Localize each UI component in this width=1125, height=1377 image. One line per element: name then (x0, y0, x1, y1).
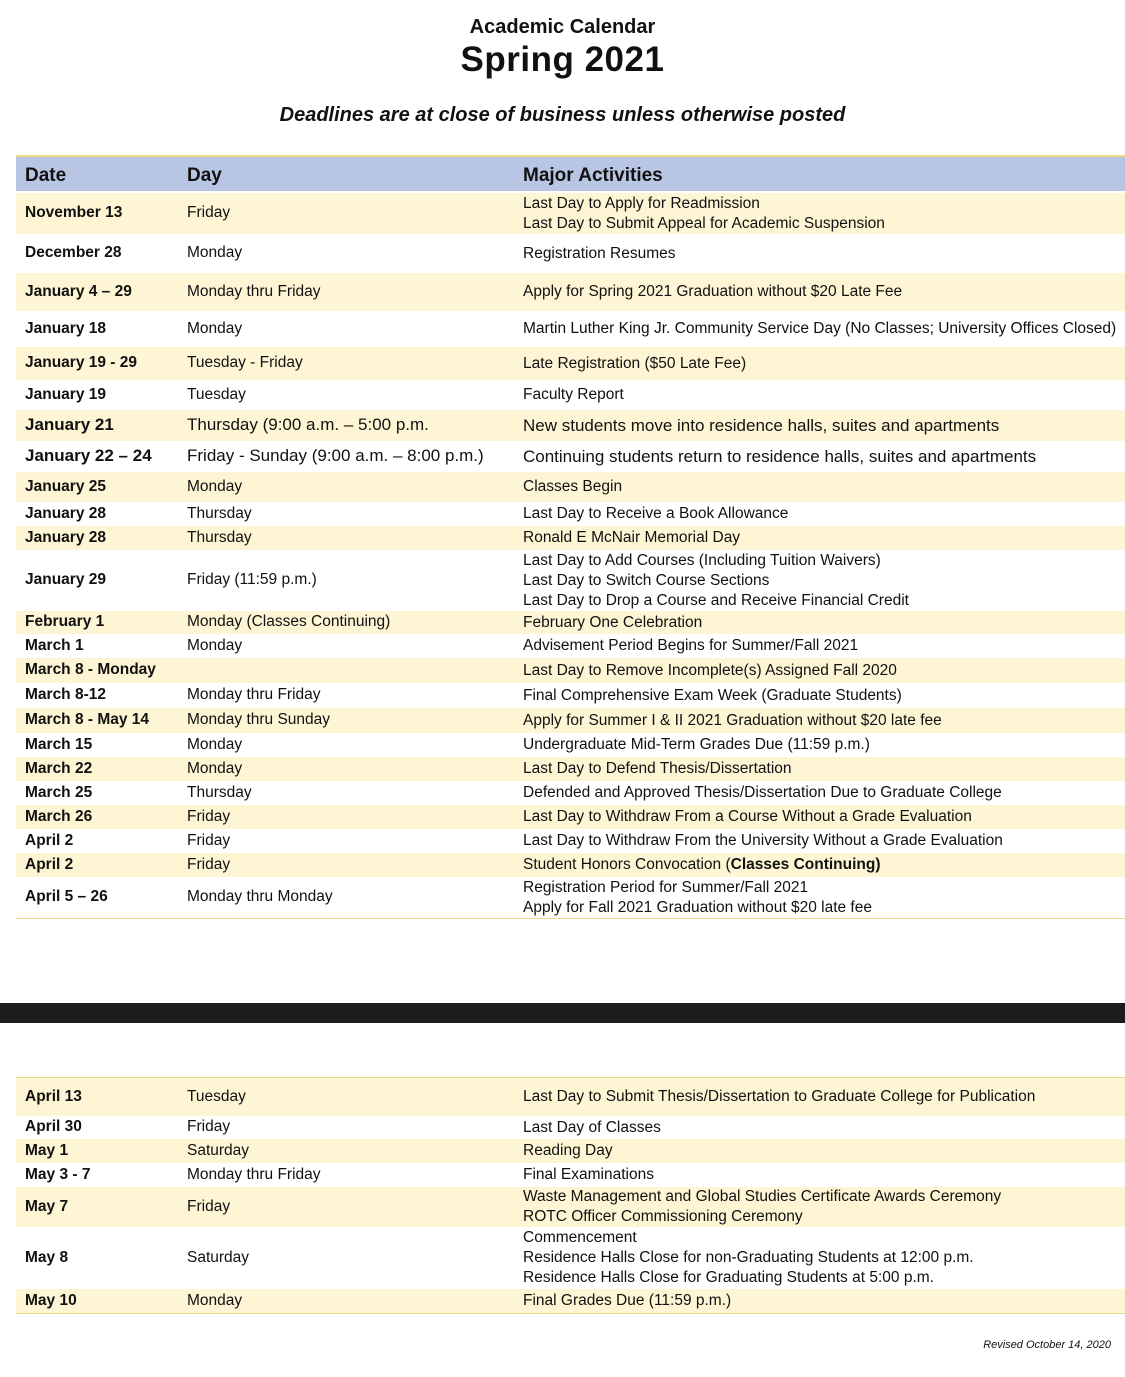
row-date: March 15 (25, 736, 93, 753)
activity-line: February One Celebration (523, 614, 703, 631)
table-row (16, 853, 1125, 877)
table-row (16, 1227, 1125, 1289)
row-activities (523, 551, 909, 611)
table-row (16, 877, 1125, 918)
row-activities (523, 447, 1036, 467)
row-day: Friday (11:59 p.m.) (187, 571, 317, 588)
table-row (16, 1078, 1125, 1116)
activity-line: Advisement Period Begins for Summer/Fall 2021 (523, 637, 859, 654)
row-activities (523, 855, 881, 875)
row-date: May 8 (25, 1249, 69, 1266)
row-day: Thursday (9:00 a.m. – 5:00 p.m. (187, 415, 429, 434)
activity-line: Waste Management and Global Studies Certificate Awards Ceremony (523, 1188, 1002, 1205)
table-row (16, 829, 1125, 853)
row-activities (523, 194, 885, 234)
row-date: January 25 (25, 478, 106, 495)
row-activities (523, 636, 858, 656)
term-title: Spring 2021 (460, 40, 665, 79)
row-date: March 8-12 (25, 686, 106, 703)
row-date: March 25 (25, 784, 93, 801)
table-row (16, 550, 1125, 611)
activity-line: Residence Halls Close for Graduating Students at 5:00 p.m. (523, 1269, 934, 1286)
row-date: January 19 (25, 386, 106, 403)
table-row (16, 234, 1125, 273)
activity-line: Last Day to Withdraw From a Course Without a Grade Evaluation (523, 808, 972, 825)
activity-line: Registration Resumes (523, 245, 676, 262)
row-day: Monday (187, 760, 243, 777)
activity-line: Commencement (523, 1229, 637, 1246)
row-date: November 13 (25, 204, 123, 221)
row-activities (523, 504, 788, 524)
activity-emphasis: Classes Continuing) (730, 856, 881, 873)
table-bottom-rule (16, 1313, 1125, 1314)
row-activities (523, 783, 1002, 803)
row-date: May 7 (25, 1198, 69, 1215)
row-activities (523, 1087, 1035, 1107)
row-day: Friday (187, 808, 231, 825)
row-day: Monday (187, 320, 243, 337)
row-date: January 4 – 29 (25, 283, 132, 300)
table-row (16, 1116, 1125, 1139)
activity-line: Final Examinations (523, 1166, 654, 1183)
table-bottom-rule (16, 918, 1125, 919)
activity-line: Continuing students return to residence halls, suites and apartments (523, 447, 1037, 466)
row-day: Tuesday (187, 1088, 246, 1105)
row-day: Tuesday - Friday (187, 354, 303, 371)
activity-line: Apply for Summer I & II 2021 Graduation without $20 late fee (523, 712, 942, 729)
row-date: March 1 (25, 637, 84, 654)
activity-line: Last Day to Add Courses (Including Tuition Waivers) (523, 552, 881, 569)
row-date: May 3 - 7 (25, 1166, 91, 1183)
calendar-title: Academic Calendar (469, 16, 656, 38)
column-header-activities: Major Activities (523, 165, 663, 186)
row-activities (523, 831, 1003, 851)
activity-line: Ronald E McNair Memorial Day (523, 529, 741, 546)
row-date: January 21 (25, 415, 114, 434)
row-activities (523, 686, 902, 706)
activity-line: Martin Luther King Jr. Community Service Day (No Classes; University Offices Closed) (523, 320, 1117, 337)
row-day: Friday - Sunday (9:00 a.m. – 8:00 p.m.) (187, 446, 484, 465)
table-row (16, 1163, 1125, 1187)
row-day: Monday (187, 478, 243, 495)
activity-line: Last Day of Classes (523, 1119, 661, 1136)
row-activities (523, 1291, 731, 1311)
row-activities (523, 711, 942, 731)
activity-line: Last Day to Receive a Book Allowance (523, 505, 789, 522)
row-date: March 8 - May 14 (25, 711, 150, 728)
activity-line: Last Day to Submit Appeal for Academic Suspension (523, 215, 885, 232)
row-day: Friday (187, 1198, 231, 1215)
table-row (16, 805, 1125, 829)
row-date: January 22 – 24 (25, 446, 152, 465)
table-row (16, 1187, 1125, 1227)
activity-line: Final Comprehensive Exam Week (Graduate Students) (523, 687, 902, 704)
row-day: Thursday (187, 529, 252, 546)
row-activities (523, 1165, 654, 1185)
row-day: Monday (187, 1292, 243, 1309)
table-row (16, 683, 1125, 708)
activity-line: Registration Period for Summer/Fall 2021 (523, 879, 809, 896)
activity-text: Student Honors Convocation ( (523, 856, 731, 873)
activity-line: ROTC Officer Commissioning Ceremony (523, 1208, 803, 1225)
table-row (16, 708, 1125, 733)
row-day: Monday thru Monday (187, 888, 333, 905)
table-row (16, 526, 1125, 550)
column-header-date: Date (25, 165, 67, 186)
row-day: Monday thru Friday (187, 283, 321, 300)
activity-line: Residence Halls Close for non-Graduating Students at 12:00 p.m. (523, 1249, 974, 1266)
table-row (16, 380, 1125, 410)
row-date: February 1 (25, 613, 105, 630)
activity-line: Undergraduate Mid-Term Grades Due (11:59 p.m.) (523, 736, 870, 753)
row-activities (523, 385, 624, 405)
row-activities (523, 735, 870, 755)
row-day: Friday (187, 856, 231, 873)
table-row (16, 347, 1125, 380)
activity-line: Last Day to Apply for Readmission (523, 195, 760, 212)
revised-date: Revised October 14, 2020 (983, 1339, 1111, 1351)
activity-line: Last Day to Switch Course Sections (523, 572, 770, 589)
table-top-rule (16, 1077, 1125, 1078)
table-row (16, 441, 1125, 472)
row-day: Monday (187, 637, 243, 654)
row-date: March 8 - Monday (25, 661, 156, 678)
row-date: May 10 (25, 1292, 77, 1309)
table-header (16, 155, 1125, 191)
table-row (16, 1289, 1125, 1313)
column-header-day: Day (187, 165, 222, 186)
activity-line: Final Grades Due (11:59 p.m.) (523, 1292, 732, 1309)
activity-line: Defended and Approved Thesis/Dissertation Due to Graduate College (523, 784, 1002, 801)
row-activities (523, 1228, 974, 1288)
activity-line: Apply for Fall 2021 Graduation without $20 late fee (523, 899, 872, 916)
row-day: Friday (187, 1118, 231, 1135)
row-date: April 5 – 26 (25, 888, 108, 905)
row-day: Monday thru Friday (187, 1166, 321, 1183)
table-row (16, 611, 1125, 634)
activity-line: Last Day to Remove Incomplete(s) Assigned Fall 2020 (523, 662, 897, 679)
table-row (16, 273, 1125, 311)
row-day: Monday (187, 736, 243, 753)
activity-line: Faculty Report (523, 386, 624, 403)
row-day: Thursday (187, 505, 252, 522)
row-date: April 13 (25, 1088, 82, 1105)
row-day: Monday thru Friday (187, 686, 321, 703)
page-break-divider (0, 1003, 1125, 1023)
row-date: January 18 (25, 320, 106, 337)
activity-line (523, 855, 881, 875)
table-row (16, 410, 1125, 441)
row-activities (523, 1141, 613, 1161)
row-date: April 2 (25, 832, 74, 849)
row-date: January 28 (25, 529, 106, 546)
row-activities (523, 477, 622, 497)
row-activities (523, 1187, 1001, 1227)
row-date: January 29 (25, 571, 106, 588)
row-activities (523, 807, 972, 827)
row-activities (523, 416, 999, 436)
activity-line: Last Day to Defend Thesis/Dissertation (523, 760, 792, 777)
row-day: Saturday (187, 1249, 250, 1266)
row-activities (523, 282, 902, 302)
row-activities (523, 759, 792, 779)
row-date: March 26 (25, 808, 93, 825)
activity-line: Reading Day (523, 1142, 613, 1159)
row-date: April 2 (25, 856, 74, 873)
row-day: Monday thru Sunday (187, 711, 331, 728)
row-activities (523, 354, 746, 374)
activity-line: Last Day to Withdraw From the University Without a Grade Evaluation (523, 832, 1003, 849)
table-row (16, 733, 1125, 757)
row-activities (523, 1118, 661, 1138)
row-date: May 1 (25, 1142, 69, 1159)
activity-line: Late Registration ($50 Late Fee) (523, 355, 747, 372)
row-day: Saturday (187, 1142, 250, 1159)
row-activities (523, 528, 740, 548)
row-activities (523, 878, 872, 918)
row-activities (523, 244, 675, 264)
table-row (16, 193, 1125, 234)
table-row (16, 634, 1125, 658)
row-activities (523, 319, 1116, 339)
activity-line: Classes Begin (523, 478, 623, 495)
row-day: Friday (187, 204, 231, 221)
table-row (16, 757, 1125, 781)
row-date: March 22 (25, 760, 93, 777)
table-row (16, 472, 1125, 502)
row-activities (523, 661, 897, 681)
row-date: January 28 (25, 505, 106, 522)
table-row (16, 502, 1125, 526)
table-row (16, 1139, 1125, 1163)
row-day: Monday (Classes Continuing) (187, 613, 391, 630)
row-day: Friday (187, 832, 231, 849)
row-day: Thursday (187, 784, 252, 801)
activity-line: Last Day to Drop a Course and Receive Financial Credit (523, 592, 909, 609)
table-row (16, 781, 1125, 805)
activity-line: Last Day to Submit Thesis/Dissertation to Graduate College for Publication (523, 1088, 1036, 1105)
activity-line: New students move into residence halls, suites and apartments (523, 416, 1000, 435)
row-activities (523, 613, 702, 633)
activity-line: Apply for Spring 2021 Graduation without $20 Late Fee (523, 283, 903, 300)
row-date: January 19 - 29 (25, 354, 138, 371)
row-day: Monday (187, 244, 243, 261)
row-date: December 28 (25, 244, 122, 261)
deadline-note: Deadlines are at close of business unless otherwise posted (279, 104, 846, 126)
row-date: April 30 (25, 1118, 82, 1135)
table-row (16, 311, 1125, 347)
table-row (16, 658, 1125, 683)
row-day: Tuesday (187, 386, 246, 403)
